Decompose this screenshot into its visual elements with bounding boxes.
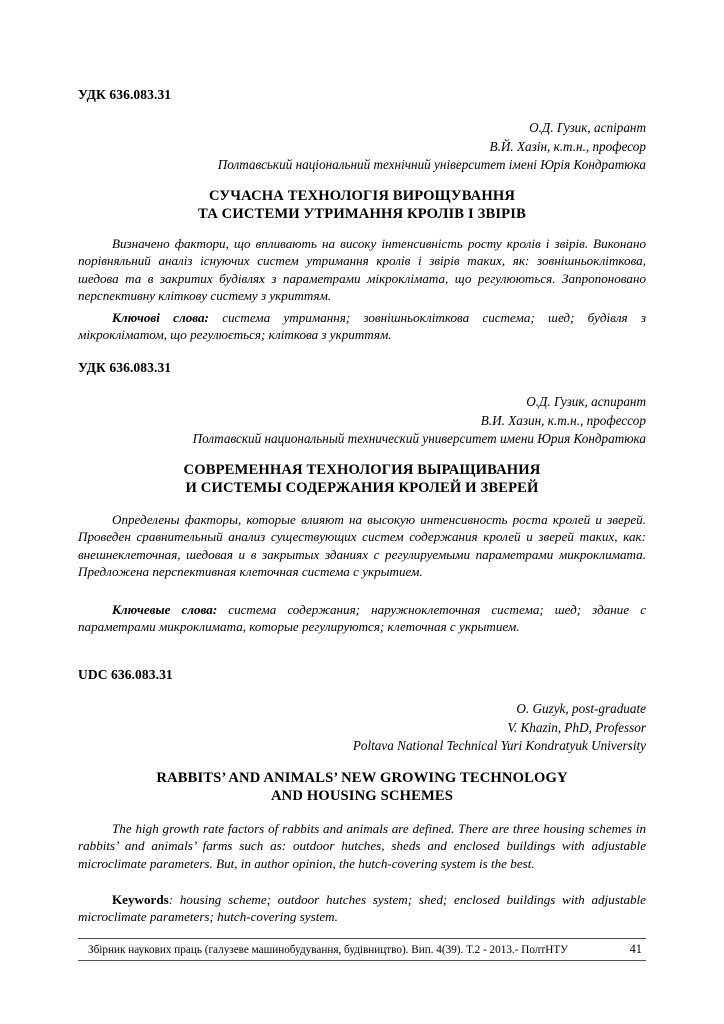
title-line-1: СОВРЕМЕННАЯ ТЕХНОЛОГИЯ ВЫРАЩИВАНИЯ [183,462,541,478]
title-line-2: ТА СИСТЕМИ УТРИМАННЯ КРОЛІВ І ЗВІРІВ [198,206,526,223]
abstract-russian: Определены факторы, которые влияют на высокую интенсивность роста кролей и зверей. Проведен сравнительный анализ существующих систем содержания кролей и зверей таких, как: внешнеклеточная, шедовая и в закрытых зданиях с регулируемыми параметрами микроклимата. Предложена перспективная клеточная система с укрытием. [78,512,646,580]
footer-rule-bottom [78,960,646,961]
affiliation: Полтавский национальный технический университет имени Юрия Кондратюка [192,431,646,447]
keywords-label: Ключові слова: [112,310,209,325]
affiliation: Poltava National Technical Yuri Kondratyuk University [352,738,646,754]
udc-code-russian: УДК 636.083.31 [78,360,172,375]
abstract-ukrainian: Визначено фактори, що впливають на високу інтенсивність росту кролів і звірів. Виконано порівняльний аналіз існуючих систем утримання кролів і звірів таких, як: зовнішньоклiткова, шедова та в закритих будівлях з параметрами мікроклімата, що регулюються. Запропоновано перспективну кліткову систему з укриттям. [78,236,646,304]
article-title-ukrainian [78,187,646,223]
article-title-english [78,769,646,805]
footer-journal-citation: Збірник наукових праць (галузеве машинобудування, будівництво). Вип. 4(39). Т.2 - 2013.- ПолтНТУ [88,944,569,956]
title-line-2: AND HOUSING SCHEMES [270,788,454,805]
affiliation: Полтавський національний технічний університет імені Юрія Кондратюка [217,157,646,173]
author-name-secondary: В.И. Хазин, к.т.н., профессор [480,412,646,428]
keywords-russian [78,601,646,636]
author-name-primary: О.Д. Гузик, аспірант [529,120,646,135]
article-title-russian [78,461,646,497]
abstract-english: The high growth rate factors of rabbits and animals are defined. There are three housing schemes in rabbits’ and animals’ farms such as: outdoor hutches, sheds and enclosed buildings with adjustable microclimate parameters. But, in author opinion, the hutch-covering system is the best. [78,821,646,871]
journal-page [78,0,646,1024]
udc-code-english: UDC 636.083.31 [78,667,173,682]
author-block-russian [126,393,646,449]
udc-code-ukrainian: УДК 636.083.31 [78,87,172,102]
keywords-list: система содержания; наружноклеточная система; шед; здание с параметрами микроклимата, которые регулируются; клеточная с укрытием. [78,602,647,635]
author-block-english [126,700,646,756]
keywords-list: система утримання; зовнішньоклiткова система; шед; будівля з мікрокліматом, що регулюється; кліткова з укриттям. [78,310,646,343]
title-line-1: RABBITS’ AND ANIMALS’ NEW GROWING TECHNOLOGY [156,770,568,786]
author-name-primary: O. Guzyk, post-graduate [516,701,646,716]
title-line-1: СУЧАСНА ТЕХНОЛОГІЯ ВИРОЩУВАННЯ [208,188,516,204]
author-block-ukrainian [126,119,646,175]
keywords-label: Ключевые слова: [112,602,218,617]
author-name-primary: О.Д. Гузик, аспирант [526,394,646,409]
author-name-secondary: V. Khazin, PhD, Professor [507,719,646,735]
page-footer [78,938,646,961]
keywords-english [78,891,646,926]
page-number: 41 [629,942,642,956]
footer-content [78,939,646,960]
keywords-list: : housing scheme; outdoor hutches system; shed; enclosed buildings with adjustable microclimate parameters; hutch-covering system. [78,892,646,925]
title-line-2: И СИСТЕМЫ СОДЕРЖАНИЯ КРОЛЕЙ И ЗВЕРЕЙ [185,480,539,497]
keywords-ukrainian [78,309,646,344]
keywords-label: Keywords [112,892,169,907]
author-name-secondary: В.Й. Хазін, к.т.н., професор [489,138,646,154]
